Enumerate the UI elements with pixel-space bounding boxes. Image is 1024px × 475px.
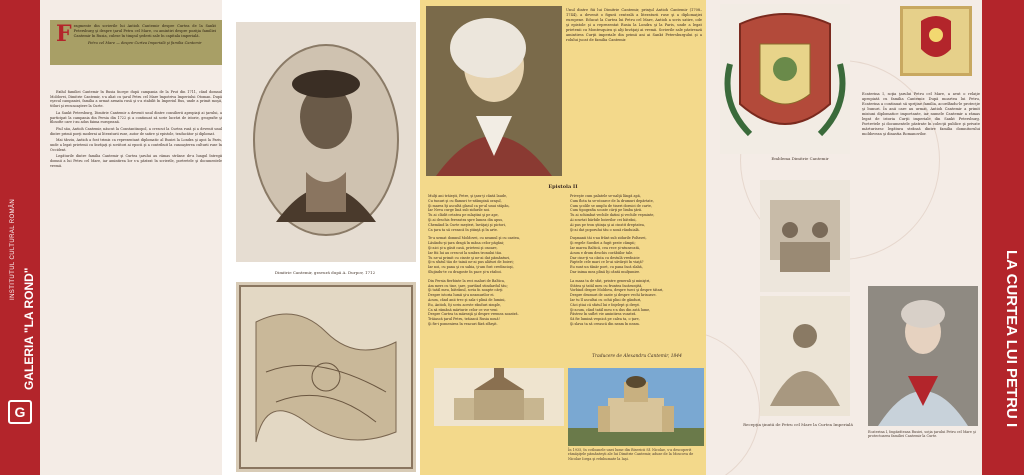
poem-line: Chemând la Curte meşteri, învăţaţi şi pictori, [428,222,507,227]
intro-box [50,20,222,65]
poem-line: Mulţi ani trăieşti, Petre, şi ţara-ţi cântă laude, [428,194,508,198]
poem-line: Cum tipografia scoate cărţi pe limba ţării. [570,208,643,213]
left-paragraph: Legăturile dintre familia Cantemir şi Curtea ţarului au rămas strânse de-a lungul întregii domnii a lui Petru cel Mare, iar amintirea lor s-a păstrat în scrierile, portretele şi documentele vremii. [50,154,222,168]
brand-gallery-title: GALERIA "LA ROND" [22,267,36,390]
poem-line: Iar fiii lui au crescut la umbra tronului tău. [428,250,503,255]
poem-line: Şi ai deschis fereastra spre lumea din apus, [428,217,504,222]
poem-line: Duşmanii tăi s-au frânt sub zidurile Poltavei, [570,236,647,241]
poem-line: Iar marea Baltică, cea rece şi-ntunecată, [570,245,641,250]
poem-line: Tu ne-ai primit cu cinste şi ne-ai dat pământuri, [428,255,511,260]
historical-map [236,282,416,472]
poem-line: Slujindu-te cu dragoste în pace şi-n război. [428,269,502,274]
poem-line: Tu ai schimbat vechile datini şi vechile veşminte, [570,213,655,218]
poem-line: Şi-n sfatul tău de taină ne-ai pus alături de boieri; [428,260,514,265]
empress-portrait [868,286,978,426]
poem-line: Şi-acum, când tatăl meu s-a dus din astă lume, [570,307,651,312]
poem-line: Dar inima mea plină îţi cântă mulţumire. [570,269,641,274]
poem-line: Ai scurtat bărbile boierilor cei bătrâni, [570,217,637,222]
poem-line: Iar Neva curge lină sub zidurile noi. [428,208,491,213]
poem-line: Despre Curtea ta măreaţă şi despre vremea noastră. [428,312,519,317]
poem-line: Cum şcolile se umplu de tineri dornici de carte, [570,203,652,208]
poem-line: Despre drumuri de oaste şi despre vechi hrisoave. [570,293,657,298]
poem-line: Lăsându-şi ţara dragă în mâna celor păgâni; [428,241,505,246]
court-engraving [760,296,850,416]
poem-line: Vorbind despre Moldova, despre turci şi despre tătari, [570,288,664,293]
poem-right-column [570,194,704,327]
dimitrie-cantemir-portrait [236,22,416,262]
antioh-cantemir-portrait [426,6,562,176]
poem-line: La masa ta de sfat, printre generali şi miniştri, [570,278,651,283]
intro-text: ragmente din scrierile lui Antioh Cantemir despre Curtea de la Sankt Petersburg şi despre ţarul Petru cel Mare, cu amintiri despre poziţia familiei Cantemir în Rusia, culese în timpul şederii sale în capitala imperială. [73,24,216,38]
left-paragraph: Mai târziu, Antioh a fost trimis ca reprezentant diplomatic al Rusiei la Londra şi apoi la Paris, unde a legat prietenii cu învăţaţi şi scriitori ai epocii şi a contribuit la cunoaşterea culturii ruse în Occident. [50,138,222,152]
poem-line: Căci ştiai că sfatul lui e înţelept şi drept. [570,302,640,307]
poem-line: Am mers cu tine, ţare, purtând stindardul tău; [428,283,508,288]
poem-line: Cum flota ta se-ntoarce de la drumuri depărtate, [570,198,654,203]
blason-caption: Emblema Dimitrie Cantemir [771,156,829,161]
poem-line: Ai pus pe tron ştiinţa şi ai cinstit dreptatea, [570,222,645,227]
left-paragraph: Exilul familiei Cantemir în Rusia începe după campania de la Prut din 1711, când domnul Moldovei, Dimitrie Cantemir, s-a aliat cu ţarul Petru cel Mare împotriva Imperiului Otoman. După eşecul campaniei, familia a urmat armata rusă şi s-a stabilit în Imperiul Rus, unde a primit moşii, titluri şi recunoaştere la Curte. [50,90,222,109]
epistle-title: Epistola II [548,184,578,190]
poem-line: Din Persia fierbinte la reci maluri de Baltica, [428,278,505,283]
poem-line: Păstrez în suflet vie amintirea voastră. [570,312,637,317]
poem-line: Şi regele Suediei a fugit peste câmpii; [570,241,636,246]
church-caption: În 1935, în cotloanele unei lume din Bisericii Sf. Nicolae, s-a descoperit rămăşiţele pământeşti ale lui Dimitrie Cantemir, aduse de la Moscova de Nicolae Iorga şi reînhumate la Iaşi. [568,448,694,461]
poem-line: Ca ţara ta să crească în ştiinţă şi în arte. [428,227,498,232]
poem-line: Să fie lumină veşnică pe calea ta, o ţare, [570,317,640,322]
section-title: LA CURTEA LUI PETRU I [1003,250,1020,428]
poem-line: Priveşte cum palatele se-nalţă lângă apă, [570,194,641,198]
intro-author: Petru cel Mare — despre Curtea Imperială şi familia Cantemir [87,41,202,45]
poem-line: Iar noi, cu pana şi cu sabia, ţi-am fost credincioşi, [428,265,514,270]
poem-line: Tu ai clădit cetatea pe mlaştini şi pe ape, [428,213,499,218]
brand-logo: G [8,400,32,424]
church-photo [568,368,704,446]
heraldic-emblem [900,6,972,76]
reception-engraving [760,180,850,292]
poem-line: Trăiască ţarul Petru, trăiască Rusia nouă! [428,317,500,322]
poem-line: Ca să rămână mărturie celor ce vor veni [428,307,498,312]
poem-line: Acum e drum deschis corăbiilor tale. [570,250,634,255]
portrait-caption: Dimitrie Cantemir, gravură după A. Durpov, 1712 [274,270,376,275]
poem-line: Iar tu îl ascultai cu ochii plini de gânduri, [570,297,642,302]
right-article-text: Ecaterina I, soţia ţarului Petru cel Mare, a avut o relaţie apropiată cu familia Cantemir. După moartea lui Petru, Ecaterina a continuat să sprijine familia, acordându-le protecţie şi bunuri. În anii care au urmat, Antioh Cantemir a primit misiuni diplomatice importante, iar numele Cantemir a rămas legat de istoria Curţii imperiale din Sankt Petersburg. Portretele şi documentele păstrate în colecţii publice şi private mărturisesc legătura strânsă dintre familia domnitorului moldovean şi dinastia Romanovilor. [862,92,980,136]
intro-dropcap: F [56,21,72,47]
poem-line: Faptele cele mari ce le-ai săvârşit în viaţă? [570,260,644,265]
left-article-text [50,90,222,460]
poem-left-column [428,194,564,327]
poem-line: Şi slava ta să crească din neam în neam. [570,321,640,326]
reception-caption: Recepţia ţinută de Petru cel Mare la Curtea Imperială [743,422,853,427]
poem-line: Despre istoria lumii şi-a neamurilor ei. [428,293,495,298]
antioh-intro-text: Unul dintre fiii lui Dimitrie Cantemir, prinţul Antioh Cantemir (1708–1744), a devenit o figură centrală a literaturii ruse şi a diplomaţiei europene. Educat la Curtea lui Petru cel Mare, Antioh a scris satire, ode şi epistole şi a reprezentat Rusia la Londra şi la Paris, unde a legat prietenii cu Montesquieu şi alţi învăţaţi ai vremii. Scrierile sale păstrează amintirea Curţii imperiale din primii ani ai Sankt Petersburgului şi a rolului jucat de familia Cantemir. [566,8,702,42]
brand-institute-text: INSTITUTUL CULTURAL ROMÂN [10,198,16,300]
empress-caption: Ecaterina I, împărăteasa Rusiei, soţia ţarului Petru cel Mare şi protectoarea familiei Cantemir la Curte. [868,430,976,439]
poem-line: Stătea şi tatăl meu cu fruntea încărunţită, [570,283,643,288]
poem-line: Şi marea îţi ascultă glasul ca pe-al unui stăpân, [428,203,510,208]
poem-line: Şi-ai dat poporului tău o nouă rânduială. [570,227,640,232]
church-engraving [434,368,564,426]
poem-line: Dar cine-ţi va cânta cu destulă vrednicie [570,255,640,260]
poem-line: Acum, când anii trec şi sala-i plină de lumini, [428,297,506,302]
poem-line: Te-a urmat domnul Moldovei, cu neamul şi cu oastea, [428,236,520,241]
left-paragraph: La Sankt Petersburg, Dimitrie Cantemir a devenit unul dintre consilierii apropiaţi ai ţarului, a participat la campania din Persia din 1722 şi a continuat să scrie lucrări de istorie, geografie şi filosofie care i-au adus faima europeană. [50,110,222,125]
cantemir-coat-of-arms [720,4,850,154]
poem-line: Şi fie-i pomenirea în veacuri fără sfârşit. [428,321,498,326]
poem-line: Cu tunuri şi cu flamuri te-ntâmpină oraşul, [428,198,502,203]
poem-line: Eu, Antioh, îţi scriu aceste rânduri simple, [428,302,501,307]
left-paragraph: Fiul său, Antioh Cantemir, născut la Constantinopol, a crescut la Curtea rusă şi a devenit unul dintre primii poeţi moderni ai literaturii ruse, autor de satire şi epistole, traducător şi diplomat. [50,126,222,136]
poem-line: Eu sunt un tânăr poet, cu pana încă slabă, [570,265,643,270]
poem-line: Şi-aici şi-a găsit casă, prieteni şi onoare, [428,245,498,250]
poem-line: Şi tatăl meu, bătrânul, scria în noapte cărţi [428,288,503,293]
epistle-signature: Traducere de Alexandru Cantemir, 1844 [592,354,682,359]
